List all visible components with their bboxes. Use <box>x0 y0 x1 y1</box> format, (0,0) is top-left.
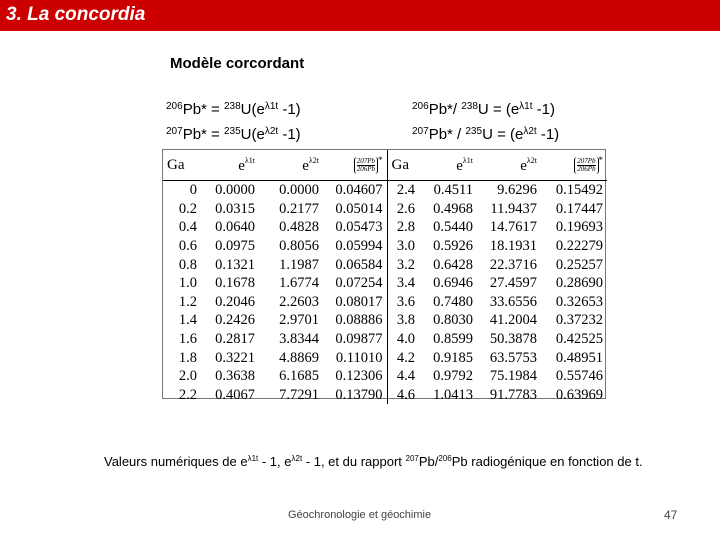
table-cell: 0.09877 <box>323 330 387 349</box>
table-cell: 7.7291 <box>279 386 319 403</box>
table-cell: 0.48951 <box>555 349 603 366</box>
table-cell: 50.3878 <box>489 331 537 348</box>
table-cell: 1.4 <box>178 312 197 329</box>
table-cell: 0.06584 <box>323 255 387 274</box>
equations-right <box>412 96 559 146</box>
table-cell: 3.6 <box>396 293 415 310</box>
table-row <box>163 367 607 386</box>
table-cell: 0.11010 <box>323 348 387 367</box>
table-cell: 14.7617 <box>489 219 537 236</box>
table-cell: 0.0315 <box>215 200 255 217</box>
table-cell: 0.28690 <box>555 275 603 292</box>
table-cell: 4.4 <box>396 368 415 385</box>
table-cell: 0.55746 <box>555 368 603 385</box>
table-cell: 0.12306 <box>323 367 387 386</box>
table-cell: 0.6428 <box>433 256 473 273</box>
table-cell: 0.0640 <box>215 219 255 236</box>
table-cell: 4.0 <box>396 331 415 348</box>
table-cell: 2.6 <box>396 200 415 217</box>
table-cell: 0.22279 <box>555 238 603 255</box>
slide-title: 3. La concordia <box>6 4 146 25</box>
table-cell: 0.7480 <box>433 293 473 310</box>
table-cell: 41.2004 <box>489 312 537 329</box>
table-row <box>163 274 607 293</box>
table-cell: 0.9792 <box>433 368 473 385</box>
header-e1: $e^{\lambda 1t}$ <box>201 150 259 181</box>
table-cell: 0.2 <box>178 200 197 217</box>
table-cell: 0.05994 <box>323 237 387 256</box>
table-cell: 1.0413 <box>433 386 473 403</box>
table-cell: 22.3716 <box>489 256 537 273</box>
table-cell: 0.4968 <box>433 200 473 217</box>
table-row <box>163 293 607 312</box>
table-cell: 1.6774 <box>279 275 319 292</box>
table-cell: 0.4511 <box>433 182 473 199</box>
table-cell: 0.05014 <box>323 200 387 219</box>
table-row <box>163 200 607 219</box>
data-table <box>163 150 607 404</box>
table-cell: 2.4 <box>396 182 415 199</box>
table-cell: 0.37232 <box>555 312 603 329</box>
table-cell: 0.2426 <box>215 312 255 329</box>
table-cell: 63.5753 <box>489 349 537 366</box>
table-cell: 2.0 <box>178 368 197 385</box>
table-caption: Valeurs numériques de $e^{\lambda 1t} - 1$, $e^{\lambda 2t} - 1$, et du rapport $^{207}$Pb/$^{206}$Pb radiogénique en fonction de t. <box>104 454 643 469</box>
table-cell: 91.7783 <box>489 386 537 403</box>
header-ratio: $\frac{207Pb}{206Pb}^*$ <box>323 150 387 181</box>
footer-text: Géochronologie et géochimie <box>288 509 432 521</box>
table-row <box>163 386 607 405</box>
table-cell: 0.25257 <box>555 256 603 273</box>
table-cell: 0.4067 <box>215 386 255 403</box>
table-cell: 0.9185 <box>433 349 473 366</box>
table-cell: 0.8599 <box>433 331 473 348</box>
table-cell: 4.2 <box>396 349 415 366</box>
equations-left <box>166 96 301 146</box>
table-cell: 3.0 <box>396 238 415 255</box>
table-cell: 2.2603 <box>279 293 319 310</box>
table-cell: 0.13790 <box>323 386 387 405</box>
table-row <box>163 348 607 367</box>
table-cell: 0.08017 <box>323 293 387 312</box>
table-cell: 0.4 <box>178 219 197 236</box>
equation-207: $^{207}Pb* = ^{235}U(e^{\lambda 2t}$ -1) <box>166 126 301 143</box>
equation-206: $^{206}Pb* = ^{238}U(e^{\lambda 1t}$ -1) <box>166 101 301 118</box>
table-cell: 33.6556 <box>489 293 537 310</box>
table-cell: 1.6 <box>178 331 197 348</box>
table-cell: 0.3638 <box>215 368 255 385</box>
table-cell: 0.63969 <box>555 386 603 403</box>
table-cell: 0.1321 <box>215 256 255 273</box>
table-cell: 0.17447 <box>555 200 603 217</box>
table-cell: 2.8 <box>396 219 415 236</box>
table-row <box>163 237 607 256</box>
table-row <box>163 255 607 274</box>
table-cell: 0.42525 <box>555 331 603 348</box>
table-cell: 0.5926 <box>433 238 473 255</box>
header-e1-2: $e^{\lambda 1t}$ <box>419 150 477 181</box>
table-cell: 18.1931 <box>489 238 537 255</box>
table-cell: 2.9701 <box>279 312 319 329</box>
table-cell: 0.0000 <box>215 182 255 199</box>
table-cell: 1.2 <box>178 293 197 310</box>
table-cell: 0 <box>189 182 197 199</box>
table-cell: 6.1685 <box>279 368 319 385</box>
page-number: 47 <box>664 508 678 522</box>
table-row <box>163 330 607 349</box>
ratio-equation-206: $^{206}$Pb*/ $^{238}U = (e^{\lambda 1t}$ -1) <box>412 101 556 118</box>
table-cell: 0.08886 <box>323 311 387 330</box>
header-e2: $e^{\lambda 2t}$ <box>259 150 323 181</box>
ratio-equation-207: $^{207}Pb* / ^{235}U = (e^{\lambda 2t}$ -1) <box>412 126 560 143</box>
table-cell: 0.8030 <box>433 312 473 329</box>
table-cell: 0.04607 <box>323 181 387 200</box>
table-header-row <box>163 150 607 181</box>
table-row <box>163 181 607 200</box>
header-ga: Ga <box>163 150 201 181</box>
table-cell: 1.8 <box>178 349 197 366</box>
table-cell: 3.4 <box>396 275 415 292</box>
table-cell: 3.2 <box>396 256 415 273</box>
header-ratio-2: $\frac{207Pb}{206Pb}^*$ <box>541 150 607 181</box>
table-cell: 1.1987 <box>279 256 319 273</box>
header-e2-2: $e^{\lambda 2t}$ <box>477 150 541 181</box>
table-cell: 0.07254 <box>323 274 387 293</box>
table-row <box>163 218 607 237</box>
table-cell: 0.2817 <box>215 331 255 348</box>
table-cell: 0.5440 <box>433 219 473 236</box>
table-cell: 0.19693 <box>555 219 603 236</box>
table-cell: 75.1984 <box>489 368 537 385</box>
table-body <box>163 181 607 405</box>
table-cell: 11.9437 <box>490 200 537 217</box>
table-cell: 0.32653 <box>555 293 603 310</box>
table-cell: 3.8 <box>396 312 415 329</box>
table-cell: 0.1678 <box>215 275 255 292</box>
table-cell: 3.8344 <box>279 331 319 348</box>
table-cell: 0.4828 <box>279 219 319 236</box>
table-cell: 1.0 <box>178 275 197 292</box>
table-cell: 0.8056 <box>279 238 319 255</box>
table-cell: 2.2 <box>178 386 197 403</box>
table-cell: 27.4597 <box>489 275 537 292</box>
title-bar <box>0 0 720 31</box>
table-cell: 0.2177 <box>279 200 319 217</box>
table-cell: 0.8 <box>178 256 197 273</box>
table-row <box>163 311 607 330</box>
table-cell: 4.6 <box>396 386 415 403</box>
concordia-table <box>162 149 606 403</box>
section-subtitle: Modèle corcordant <box>170 55 305 72</box>
table-cell: 0.3221 <box>215 349 255 366</box>
table-cell: 0.0000 <box>279 182 319 199</box>
table-cell: 4.8869 <box>279 349 319 366</box>
table-cell: 0.2046 <box>215 293 255 310</box>
table-cell: 0.05473 <box>323 218 387 237</box>
header-ga-2: Ga <box>387 150 419 181</box>
table-cell: 9.6296 <box>497 182 537 199</box>
table-cell: 0.6946 <box>433 275 473 292</box>
table-cell: 0.6 <box>178 238 197 255</box>
table-cell: 0.15492 <box>555 182 603 199</box>
table-cell: 0.0975 <box>215 238 255 255</box>
